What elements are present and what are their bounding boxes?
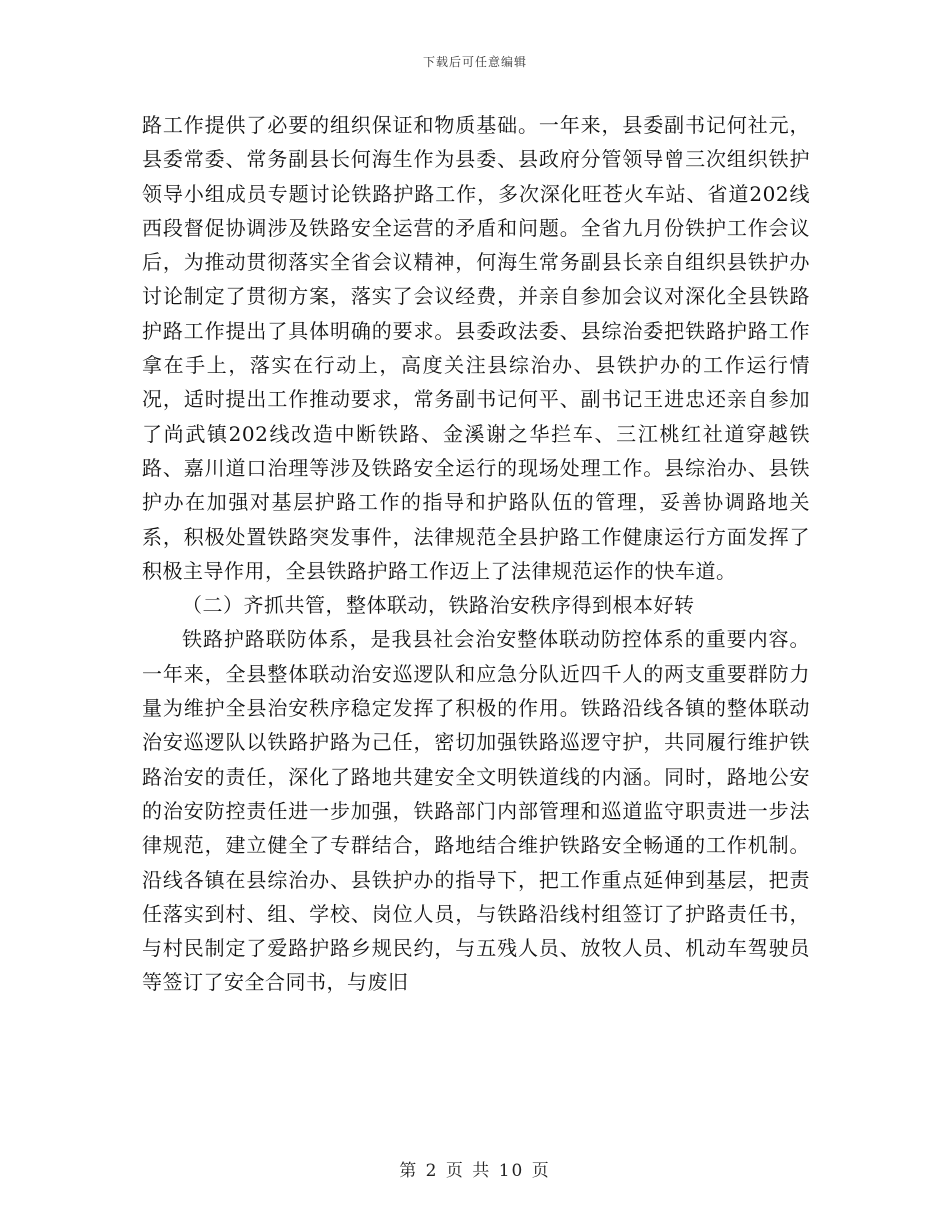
section-heading: （二）齐抓共管，整体联动，铁路治安秩序得到根本好转 [182, 593, 695, 618]
document-body [142, 108, 810, 1000]
paragraph-continuation: 路工作提供了必要的组织保证和物质基础。一年来，县委副书记何社元，县委常委、常务副县长何海生作为县委、县政府分管领导曾三次组织铁护领导小组成员专题讨论铁路护路工作，多次深化旺苍火车站、省道202线西段督促协调涉及铁路安全运营的矛盾和问题。全省九月份铁护工作会议后，为推动贯彻落实全省会议精神，何海生常务副县长亲自组织县铁护办讨论制定了贯彻方案，落实了会议经费，并亲自参加会议对深化全县铁路护路工作提出了具体明确的要求。县委政法委、县综治委把铁路护路工作拿在手上，落实在行动上，高度关注县综治办、县铁护办的工作运行情况，适时提出工作推动要求，常务副书记何平、副书记王进忠还亲自参加了尚武镇202线改造中断铁路、金溪谢之华拦车、三江桃红社道穿越铁路、嘉川道口治理等涉及铁路安全运行的现场处理工作。县综治办、县铁护办在加强对基层护路工作的指导和护路队伍的管理，妥善协调路地关系，积极处置铁路突发事件，法律规范全县护路工作健康运行方面发挥了积极主导作用，全县铁路护路工作迈上了法律规范运作的快车道。 [142, 113, 810, 583]
page-header: 下载后可任意编辑 [422, 55, 527, 69]
paragraph-railway-protection: 铁路护路联防体系，是我县社会治安整体联动防控体系的重要内容。一年来，全县整体联动治安巡逻队和应急分队近四千人的两支重要群防力量为维护全县治安秩序稳定发挥了积极的作用。铁路沿线各镇的整体联动治安巡逻队以铁路护路为己任，密切加强铁路巡逻守护，共同履行维护铁路治安的责任，深化了路地共建安全文明铁道线的内涵。同时，路地公安的治安防控责任进一步加强，铁路部门内部管理和巡道监守职责进一步法律规范，建立健全了专群结合，路地结合维护铁路安全畅通的工作机制。沿线各镇在县综治办、县铁护办的指导下，把工作重点延伸到基层，把责任落实到村、组、学校、岗位人员，与铁路沿线村组签订了护路责任书，与村民制定了爱路护路乡规民约，与五残人员、放牧人员、机动车驾驶员等签订了安全合同书，与废旧 [142, 627, 810, 995]
page-number-footer: 第 2 页 共 10 页 [399, 1161, 551, 1181]
